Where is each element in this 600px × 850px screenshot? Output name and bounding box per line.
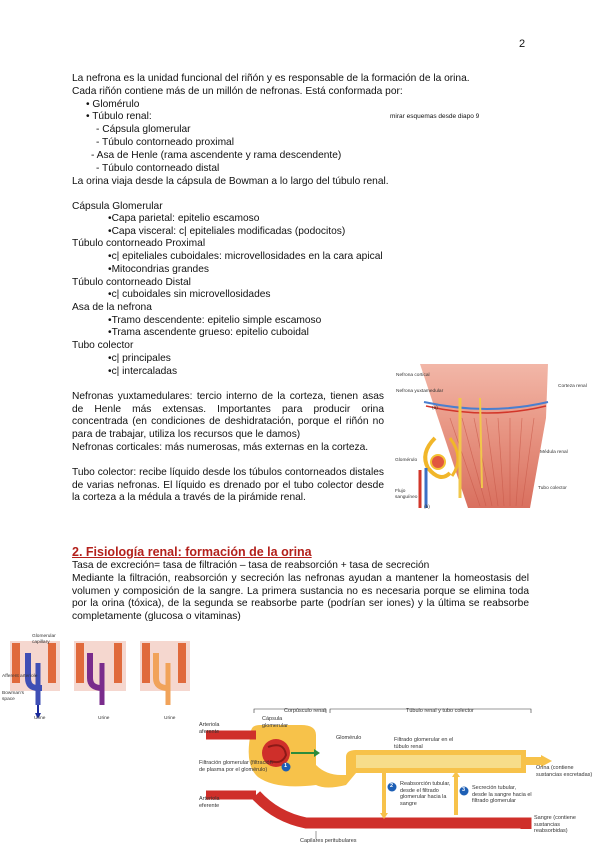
label-renal-cortex: Corteza renal: [558, 384, 587, 389]
label-cortical-nephron: Nefrona cortical: [396, 373, 430, 378]
section-paragraph: Mediante la filtración, reabsorción y secreción las nefronas ayudan a mantener la homeostasis del volumen y composición de la sangre. La primera sustancia no es necesaria porque se elimina toda por la orina (tóxica), de la segunda se reabsorbe parte (podrían ser iones) y la última se reabsorbe completamente (glucosa o vitaminas): [72, 573, 529, 622]
list-item: - Asa de Henle (rama ascendente y rama descendente): [91, 150, 342, 161]
label-bowmans-space: Bowman's space: [2, 691, 24, 702]
label-b: (b): [424, 505, 430, 510]
label-glomerulus: Glomérulo: [336, 735, 362, 741]
label-tubular-reabsorption: Reabsorción tubular, desde el filtrado glomerular hacia la sangre: [400, 781, 451, 807]
step-number-2: 2: [390, 783, 394, 789]
structure-item: •Capa parietal: epitelio escamoso: [108, 213, 260, 224]
intro-line-1: La nefrona es la unidad funcional del riñón y es responsable de la formación de la orina.: [72, 73, 470, 84]
label-renal-tubule: Túbulo renal y tubo colector: [406, 708, 474, 714]
structure-item: •c| intercaladas: [108, 366, 178, 377]
label-urine-2: Urine: [98, 716, 110, 721]
intro-line-3: La orina viaja desde la cápsula de Bowman a lo largo del túbulo renal.: [72, 176, 389, 187]
structure-title: Tubo colector: [72, 340, 134, 351]
label-renal-corpuscle: Corpúsculo renal: [284, 708, 326, 714]
juxtamedullary-paragraph: Nefronas yuxtamedulares: tercio interno de la corteza, tienen asas de Henle más extensas. Importantes para producir orina concentrada (en condiciones de deshidratación, porque el riñón no para de trabajar, utiliza los recursos que le damos): [72, 391, 384, 440]
side-note: mirar esquemas desde diapo 9: [390, 113, 480, 120]
label-glomerular-filtration: Filtración glomerular (filtración de plasma por el glomérulo): [199, 760, 273, 773]
formula: Tasa de excreción= tasa de filtración – tasa de reabsorción + tasa de secreción: [72, 560, 430, 571]
label-tubular-secretion: Secreción tubular, desde la sangre hacia el filtrado glomerular: [472, 785, 532, 804]
label-urine-3: Urine: [164, 716, 176, 721]
label-urine: Orina (contiene sustancias excretadas): [536, 765, 593, 778]
kidney-figure: [390, 358, 588, 514]
list-item: - Túbulo contorneado distal: [96, 163, 220, 174]
structure-item: •Capa visceral: c| epiteliales modificadas (podocitos): [108, 226, 346, 237]
label-blood: Sangre (contiene sustancias reabsorbidas): [534, 815, 576, 834]
intro-line-2: Cada riñón contiene más de un millón de nefronas. Está conformada por:: [72, 86, 403, 97]
structure-title: Túbulo contorneado Proximal: [72, 238, 206, 249]
label-collecting-duct: Tubo colector: [538, 486, 567, 491]
label-glomerular-filtrate: Filtrado glomerular en el túbulo renal: [394, 737, 454, 750]
list-item: • Glomérulo: [86, 99, 140, 110]
structure-title: Cápsula Glomerular: [72, 201, 163, 212]
label-blood-flow: Flujo sanguíneo: [395, 489, 418, 500]
label-peritubular-capillaries: Capilares peritubulares: [300, 838, 357, 844]
list-item: - Cápsula glomerular: [96, 124, 191, 135]
step-number-1: 1: [284, 763, 288, 769]
list-item: • Túbulo renal:: [86, 111, 152, 122]
label-a: (a): [432, 406, 438, 411]
label-glomerular-capsule: Cápsula glomerular: [262, 716, 288, 729]
collector-paragraph: Tubo colector: recibe líquido desde los túbulos contorneados distales de varias nefronas. El líquido es drenado por el tubo colector desde la corteza a la médula a través de la pirámide renal.: [72, 467, 384, 504]
renal-process-figure: [196, 705, 596, 845]
label-urine-1: Urine: [34, 716, 46, 721]
label-efferent-arteriole: Arteriola eferente: [199, 796, 220, 809]
excretion-panels-figure: [2, 633, 192, 721]
structure-title: Asa de la nefrona: [72, 302, 152, 313]
page-number: 2: [519, 38, 526, 50]
structure-title: Túbulo contorneado Distal: [72, 277, 191, 288]
structure-item: •Tramo descendente: epitelio simple escamoso: [108, 315, 322, 326]
step-number-3: 3: [462, 787, 466, 793]
label-glomerular-capillary: Glomerular capillary: [32, 634, 56, 645]
structure-item: •c| epiteliales cuboidales: microvellosidades en la cara apical: [108, 251, 383, 262]
label-afferent-arteriole: Arteriola aferente: [199, 722, 220, 735]
structure-item: •c| principales: [108, 353, 171, 364]
structure-item: •Mitocondrias grandes: [108, 264, 209, 275]
structure-item: •c| cuboidales sin microvellosidades: [108, 289, 271, 300]
section-title: 2. Fisiología renal: formación de la orina: [72, 545, 312, 559]
label-renal-medulla: Médula renal: [540, 450, 568, 455]
label-juxtamedullary-nephron: Nefrona yuxtamedular: [396, 389, 444, 394]
structure-item: •Trama ascendente grueso: epitelio cuboidal: [108, 327, 309, 338]
list-item: - Túbulo contorneado proximal: [96, 137, 234, 148]
label-glomerulus: Glomérulo: [395, 458, 418, 463]
cortical-paragraph: Nefronas corticales: más numerosas, más externas en la corteza.: [72, 442, 369, 453]
label-afferent-arteriole: Afferent arteriole: [2, 674, 38, 679]
